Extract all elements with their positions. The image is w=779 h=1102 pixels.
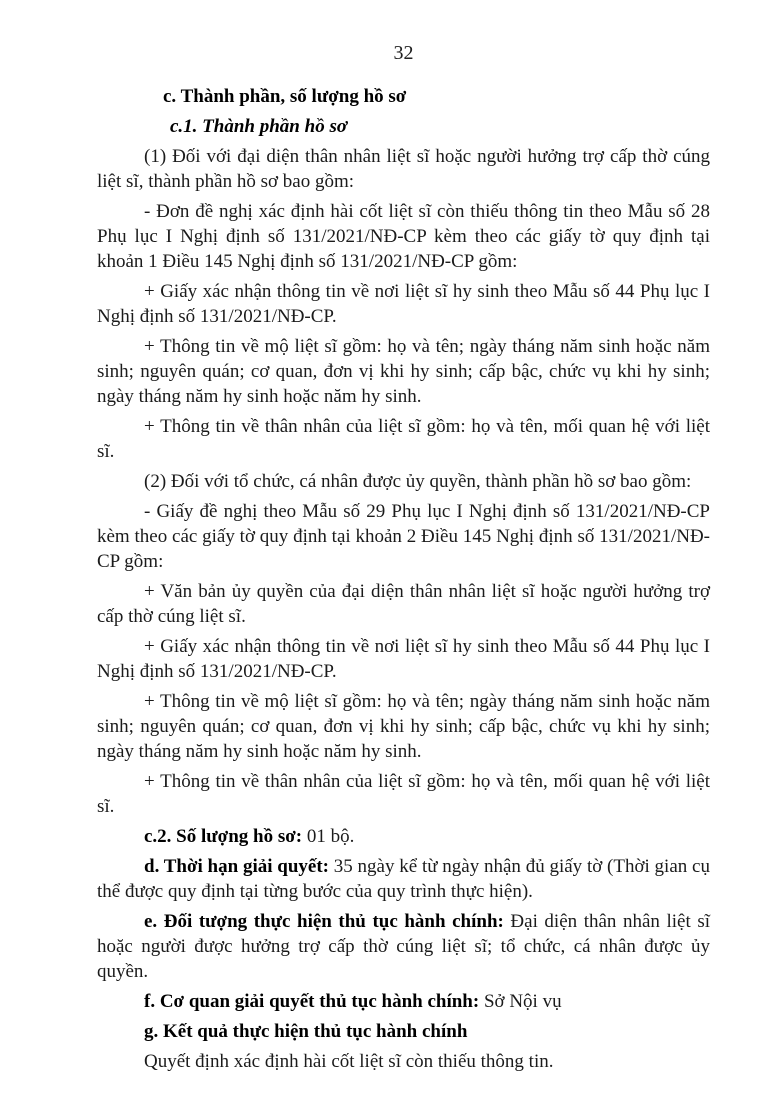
paragraph-grave-info-2: + Thông tin về mộ liệt sĩ gồm: họ và tên; ngày tháng năm sinh hoặc năm sinh; nguyên quán; cơ quan, đơn vị khi hy sinh; cấp bậc, chức vụ khi hy sinh; ngày tháng năm hy sinh hoặc năm hy sinh.	[97, 691, 710, 762]
paragraph-confirmation-form-44b: + Giấy xác nhận thông tin về nơi liệt sĩ hy sinh theo Mẫu số 44 Phụ lục I Nghị định số 131/2021/NĐ-CP.	[97, 636, 710, 682]
section-c2-value: 01 bộ.	[302, 826, 355, 847]
section-f-value: Sở Nội vụ	[479, 991, 562, 1012]
paragraph-request-form-28: - Đơn đề nghị xác định hài cốt liệt sĩ còn thiếu thông tin theo Mẫu số 28 Phụ lục I Nghị định số 131/2021/NĐ-CP kèm theo các giấy tờ quy định tại khoản 1 Điều 145 Nghị định số 131/2021/NĐ-CP gồm:	[97, 201, 710, 272]
section-d-value: 35 ngày kể từ ngày nhận đủ giấy tờ (Thời gian cụ thể được quy định tại từng bước của quy trình thực hiện).	[97, 856, 710, 902]
section-c-heading: c. Thành phần, số lượng hồ sơ	[163, 86, 407, 107]
paragraph-relative-info: + Thông tin về thân nhân của liệt sĩ gồm: họ và tên, mối quan hệ với liệt sĩ.	[97, 416, 710, 462]
section-f-agency	[97, 989, 710, 1014]
section-f-label: f. Cơ quan giải quyết thủ tục hành chính:	[144, 991, 480, 1012]
page-number: 32	[393, 42, 414, 64]
paragraph-relative-info-2: + Thông tin về thân nhân của liệt sĩ gồm: họ và tên, mối quan hệ với liệt sĩ.	[97, 771, 710, 817]
section-c2-quantity	[97, 824, 710, 849]
section-e-subjects	[97, 909, 710, 984]
paragraph-applicant-case-1: (1) Đối với đại diện thân nhân liệt sĩ hoặc người hưởng trợ cấp thờ cúng liệt sĩ, thành phần hồ sơ bao gồm:	[97, 146, 710, 192]
section-c1-heading: c.1. Thành phần hồ sơ	[170, 116, 348, 137]
section-d-label: d. Thời hạn giải quyết:	[144, 856, 329, 877]
document-body	[97, 84, 710, 1079]
section-c2-label: c.2. Số lượng hồ sơ:	[144, 826, 303, 847]
paragraph-request-form-29: - Giấy đề nghị theo Mẫu số 29 Phụ lục I Nghị định số 131/2021/NĐ-CP kèm theo các giấy tờ quy định tại khoản 2 Điều 145 Nghị định số 131/2021/NĐ-CP gồm:	[97, 501, 710, 572]
paragraph-confirmation-form-44: + Giấy xác nhận thông tin về nơi liệt sĩ hy sinh theo Mẫu số 44 Phụ lục I Nghị định số 131/2021/NĐ-CP.	[97, 281, 710, 327]
section-g-heading: g. Kết quả thực hiện thủ tục hành chính	[144, 1021, 468, 1042]
paragraph-grave-info: + Thông tin về mộ liệt sĩ gồm: họ và tên; ngày tháng năm sinh hoặc năm sinh; nguyên quán; cơ quan, đơn vị khi hy sinh; cấp bậc, chức vụ khi hy sinh; ngày tháng năm hy sinh hoặc năm hy sinh.	[97, 336, 710, 407]
paragraph-result: Quyết định xác định hài cốt liệt sĩ còn thiếu thông tin.	[144, 1051, 554, 1072]
section-d-deadline	[97, 854, 710, 904]
paragraph-authorization-letter: + Văn bản ủy quyền của đại diện thân nhân liệt sĩ hoặc người hưởng trợ cấp thờ cúng liệt sĩ.	[97, 581, 710, 627]
section-e-value: Đại diện thân nhân liệt sĩ hoặc người được hưởng trợ cấp thờ cúng liệt sĩ; tổ chức, cá nhân được ủy quyền.	[97, 911, 711, 982]
paragraph-applicant-case-2: (2) Đối với tổ chức, cá nhân được ủy quyền, thành phần hồ sơ bao gồm:	[144, 471, 692, 492]
section-e-label: e. Đối tượng thực hiện thủ tục hành chính:	[144, 911, 504, 932]
